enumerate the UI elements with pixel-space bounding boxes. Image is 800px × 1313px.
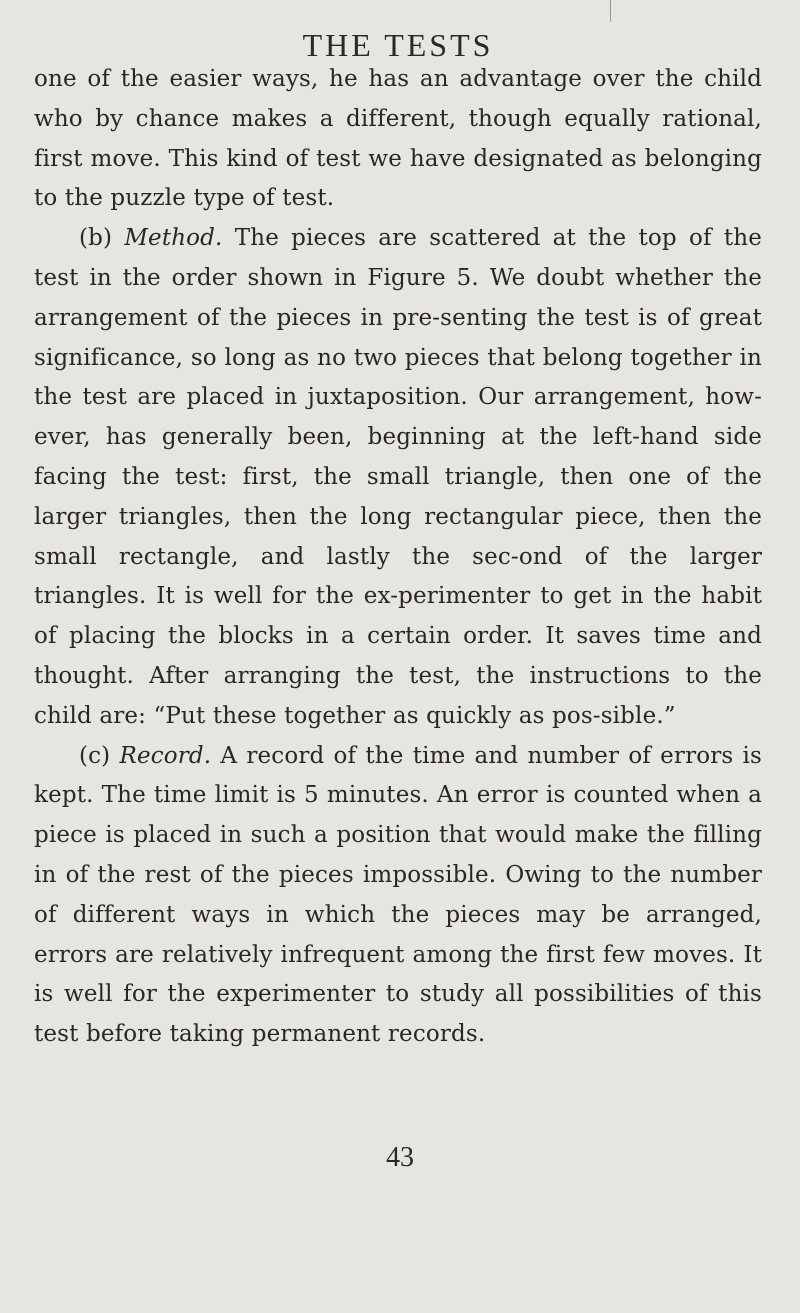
scan-edge-mark (610, 0, 611, 22)
paragraph-text: The pieces are scattered at the top of the test in the order shown in Figure 5. We doubt whether the arrangement of the pieces in pre-senting the test is of great significance, so long as no two pieces that belong together in the test are placed in juxtaposition. Our arrangement, how-ever, has generally been, beginning at the left-hand side facing the test: first, the small triangle, then one of the larger triangles, then the long rectangular piece, then the small rectangle, and lastly the sec-ond of the larger triangles. It is well for the ex-perimenter to get in the habit of placing the blocks in a certain order. It saves time and thought. After arranging the test, the instructions to the child are: “Put these together as quickly as pos-sible.” (34, 225, 762, 729)
body-text (34, 60, 762, 1055)
paragraph-continuation (34, 60, 762, 219)
paragraph-record (34, 737, 762, 1055)
paragraph-text: A record of the time and number of errors is kept. The time limit is 5 minutes. An error is counted when a piece is placed in such a position that would make the filling in of the rest of the pieces impossible. Owing to the number of different ways in which the pieces may be arranged, errors are relatively infrequent among the first few moves. It is well for the experimenter to study all possibilities of this test before taking permanent records. (34, 742, 762, 1048)
paragraph-text: one of the easier ways, he has an advantage over the child who by chance makes a different, though equally rational, first move. This kind of test we have designated as belonging to the puzzle type of test. (34, 66, 762, 212)
paragraph-lead: (c) (79, 742, 120, 769)
paragraph-method (34, 219, 762, 736)
running-head: THE TESTS (302, 27, 494, 63)
section-heading-method: Method. (124, 225, 223, 252)
section-heading-record: Record. (119, 742, 212, 769)
paragraph-lead: (b) (79, 225, 125, 252)
page-number: 43 (386, 1142, 414, 1173)
